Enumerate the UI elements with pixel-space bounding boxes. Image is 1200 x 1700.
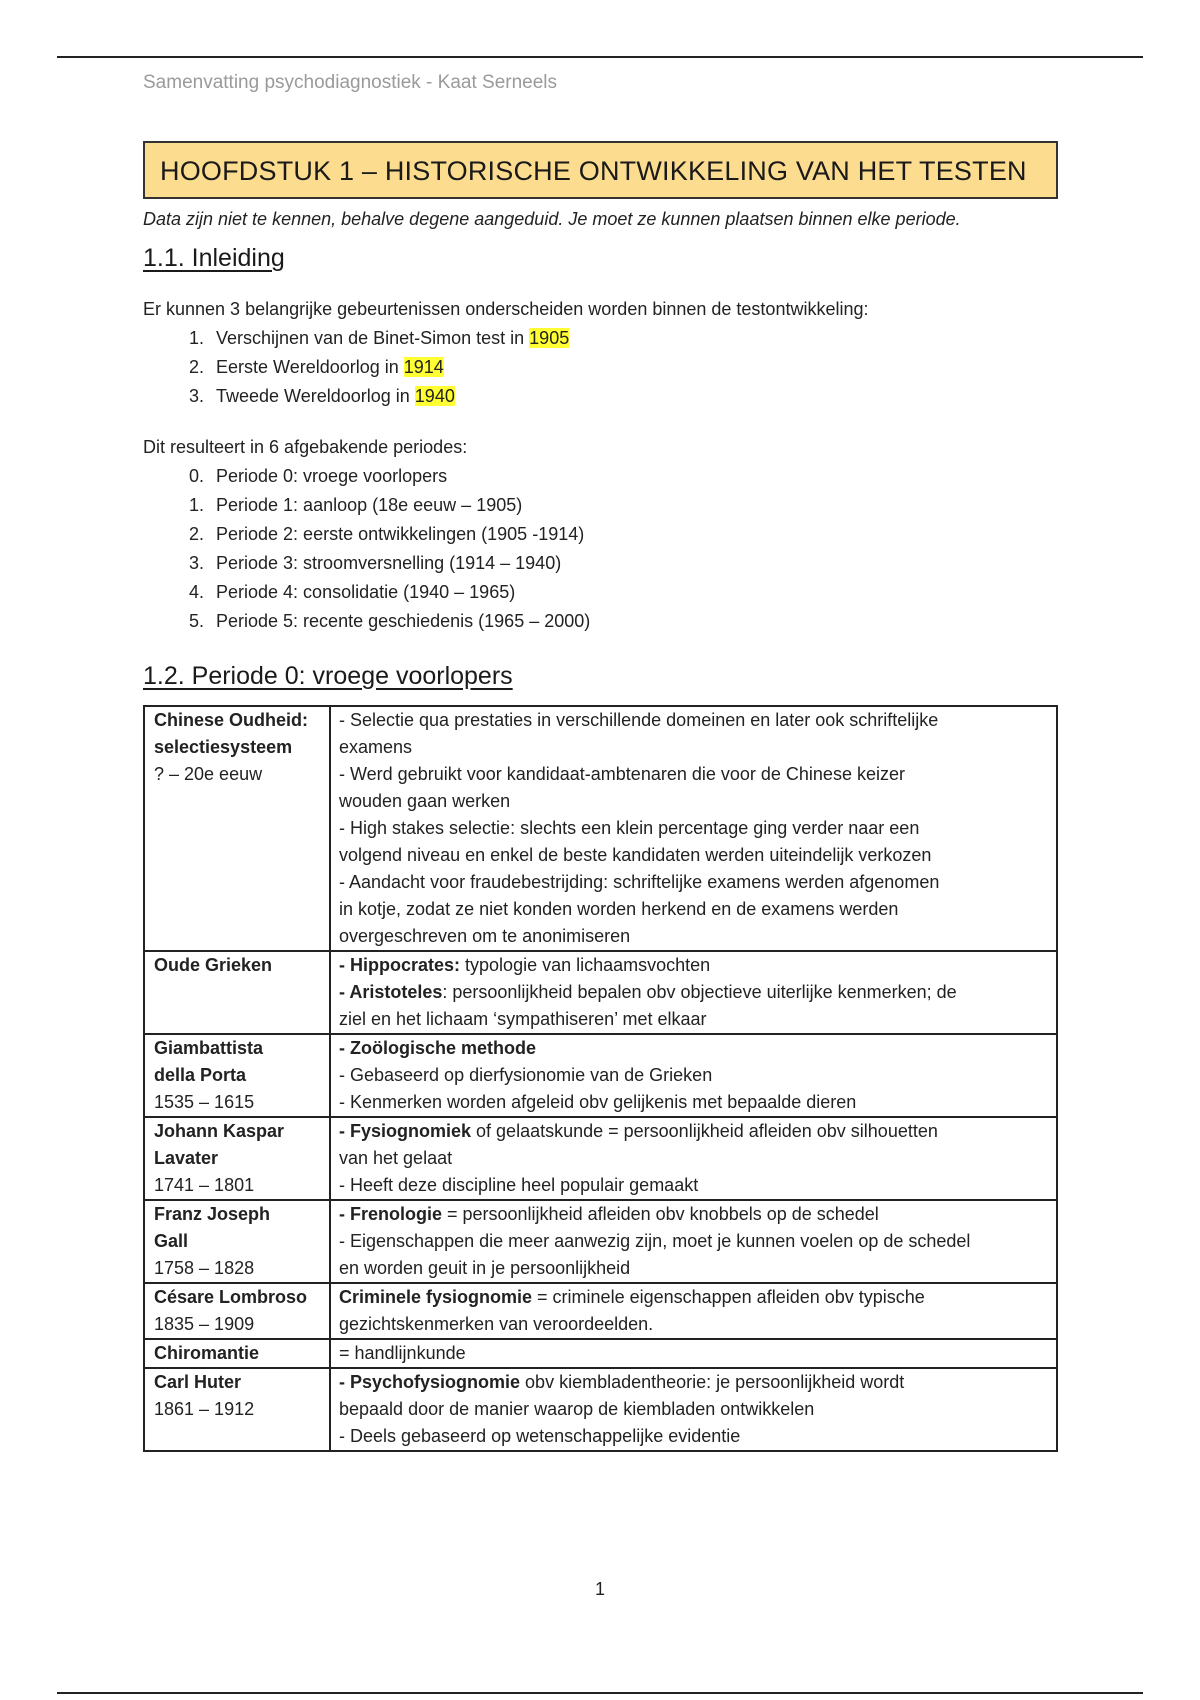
subject-name: Chinese Oudheid: <box>154 710 309 730</box>
description-line: - Deels gebaseerd op wetenschappelijke evidentie <box>339 1426 741 1446</box>
table-row <box>144 1200 1057 1283</box>
description-line: - Aristoteles: persoonlijkheid bepalen obv objectieve uiterlijke kenmerken; de <box>339 982 957 1002</box>
subject-dates: 1741 – 1801 <box>154 1175 255 1195</box>
subject-name: Oude Grieken <box>154 955 273 975</box>
chapter-note: Data zijn niet te kennen, behalve degene aangeduid. Je moet ze kunnen plaatsen binnen elke periode. <box>143 209 961 229</box>
description-line: - Aandacht voor fraudebestrijding: schriftelijke examens werden afgenomen <box>339 872 940 892</box>
description-line: - Eigenschappen die meer aanwezig zijn, moet je kunnen voelen op de schedel <box>339 1231 971 1251</box>
description-line: ziel en het lichaam ‘sympathiseren’ met elkaar <box>339 1009 707 1029</box>
description-line: = handlijnkunde <box>339 1343 466 1363</box>
bold-term: - Aristoteles <box>339 982 443 1002</box>
table-cell-subject <box>144 1200 330 1283</box>
subject-dates: 1835 – 1909 <box>154 1314 255 1334</box>
description-line: gezichtskenmerken van veroordeelden. <box>339 1314 654 1334</box>
bold-term: Criminele fysiognomie <box>339 1287 533 1307</box>
list-item: 0. Periode 0: vroege voorlopers <box>188 466 448 486</box>
subject-name: Carl Huter <box>154 1372 242 1392</box>
bold-term: - Fysiognomiek <box>339 1121 472 1141</box>
description-line: - Hippocrates: typologie van lichaamsvochten <box>339 955 711 975</box>
table-cell-description <box>330 1368 1057 1451</box>
description-line: - Kenmerken worden afgeleid obv gelijkenis met bepaalde dieren <box>339 1092 857 1112</box>
highlighted-year: 1914 <box>403 357 444 377</box>
table-cell-subject <box>144 1368 330 1451</box>
subject-name: della Porta <box>154 1065 247 1085</box>
section-heading-inleiding: 1.1. Inleiding <box>143 244 285 272</box>
running-header: Samenvatting psychodiagnostiek - Kaat Serneels <box>143 72 558 93</box>
description-line: en worden geuit in je persoonlijkheid <box>339 1258 631 1278</box>
bottom-rule <box>57 1692 1143 1694</box>
description-line <box>339 1035 1047 1062</box>
table-cell-subject <box>144 951 330 1034</box>
table-cell-subject <box>144 1117 330 1200</box>
table-row <box>144 1117 1057 1200</box>
description-line: Criminele fysiognomie = criminele eigenschappen afleiden obv typische <box>339 1287 925 1307</box>
description-line: in kotje, zodat ze niet konden worden herkend en de examens werden <box>339 899 899 919</box>
list-item: 1. Periode 1: aanloop (18e eeuw – 1905) <box>188 495 523 515</box>
subject-name: Césare Lombroso <box>154 1287 308 1307</box>
table-cell-description <box>330 1283 1057 1339</box>
top-rule <box>57 56 1143 58</box>
list-item: 5. Periode 5: recente geschiedenis (1965 – 2000) <box>188 611 591 631</box>
subject-name: Gall <box>154 1231 189 1251</box>
table-row <box>144 1034 1057 1117</box>
table-cell-description <box>330 1034 1057 1117</box>
table-cell-description <box>330 951 1057 1034</box>
subject-dates: 1758 – 1828 <box>154 1258 255 1278</box>
description-line: - High stakes selectie: slechts een klein percentage ging verder naar een <box>339 818 920 838</box>
table-cell-subject <box>144 1339 330 1368</box>
history-table <box>143 705 1058 1452</box>
events-list <box>143 324 1058 411</box>
description-line: - Psychofysiognomie obv kiembladentheorie: je persoonlijkheid wordt <box>339 1372 905 1392</box>
chapter-title: HOOFDSTUK 1 – HISTORISCHE ONTWIKKELING VAN HET TESTEN <box>143 141 1058 199</box>
description-line: - Werd gebruikt voor kandidaat-ambtenaren die voor de Chinese keizer <box>339 764 905 784</box>
subject-dates: ? – 20e eeuw <box>154 764 263 784</box>
table-cell-description <box>330 1117 1057 1200</box>
highlighted-year: 1940 <box>414 386 455 406</box>
events-lead: Er kunnen 3 belangrijke gebeurtenissen onderscheiden worden binnen de testontwikkeling: <box>143 299 869 319</box>
subject-name: selectiesysteem <box>154 737 293 757</box>
table-row <box>144 1283 1057 1339</box>
table-row <box>144 1339 1057 1368</box>
table-cell-subject <box>144 706 330 951</box>
table-row <box>144 706 1057 951</box>
periods-lead: Dit resulteert in 6 afgebakende periodes: <box>143 437 468 457</box>
description-line: van het gelaat <box>339 1148 453 1168</box>
table-row <box>144 1368 1057 1451</box>
list-item: 3. Tweede Wereldoorlog in 1940 <box>188 386 455 406</box>
description-line: overgeschreven om te anonimiseren <box>339 926 631 946</box>
table-cell-description <box>330 1200 1057 1283</box>
subject-name: Johann Kaspar <box>154 1121 285 1141</box>
list-item: 2. Eerste Wereldoorlog in 1914 <box>188 357 444 377</box>
list-item: 2. Periode 2: eerste ontwikkelingen (1905 -1914) <box>188 524 585 544</box>
highlighted-year: 1905 <box>529 328 570 348</box>
bold-term: - Psychofysiognomie <box>339 1372 521 1392</box>
subject-dates: 1861 – 1912 <box>154 1399 255 1419</box>
page-content <box>143 141 1058 1452</box>
table-cell-subject <box>144 1283 330 1339</box>
subject-name: Giambattista <box>154 1038 264 1058</box>
table-row <box>144 951 1057 1034</box>
description-line: - Frenologie = persoonlijkheid afleiden obv knobbels op de schedel <box>339 1204 879 1224</box>
list-item: 1. Verschijnen van de Binet-Simon test in 1905 <box>188 328 570 348</box>
description-line: - Heeft deze discipline heel populair gemaakt <box>339 1175 699 1195</box>
description-line: - Gebaseerd op dierfysionomie van de Grieken <box>339 1065 713 1085</box>
subject-name: Lavater <box>154 1148 219 1168</box>
subject-name: Franz Joseph <box>154 1204 271 1224</box>
bold-term: - Hippocrates: <box>339 955 461 975</box>
table-cell-description <box>330 1339 1057 1368</box>
page-number: 1 <box>594 1579 605 1599</box>
list-item: 4. Periode 4: consolidatie (1940 – 1965) <box>188 582 516 602</box>
periods-list <box>143 462 1058 636</box>
description-line: bepaald door de manier waarop de kiembladen ontwikkelen <box>339 1399 815 1419</box>
description-line: wouden gaan werken <box>339 791 511 811</box>
description-line: volgend niveau en enkel de beste kandidaten werden uiteindelijk verkozen <box>339 845 932 865</box>
section-heading-periode-0: 1.2. Periode 0: vroege voorlopers <box>143 662 513 690</box>
bold-term: - Zoölogische methode <box>339 1038 537 1058</box>
list-item: 3. Periode 3: stroomversnelling (1914 – 1940) <box>188 553 562 573</box>
description-line: - Fysiognomiek of gelaatskunde = persoonlijkheid afleiden obv silhouetten <box>339 1121 938 1141</box>
table-cell-subject <box>144 1034 330 1117</box>
subject-dates: 1535 – 1615 <box>154 1092 255 1112</box>
bold-term: - Frenologie <box>339 1204 442 1224</box>
table-cell-description <box>330 706 1057 951</box>
subject-name: Chiromantie <box>154 1343 260 1363</box>
description-line: examens <box>339 737 413 757</box>
description-line: - Selectie qua prestaties in verschillende domeinen en later ook schriftelijke <box>339 710 939 730</box>
